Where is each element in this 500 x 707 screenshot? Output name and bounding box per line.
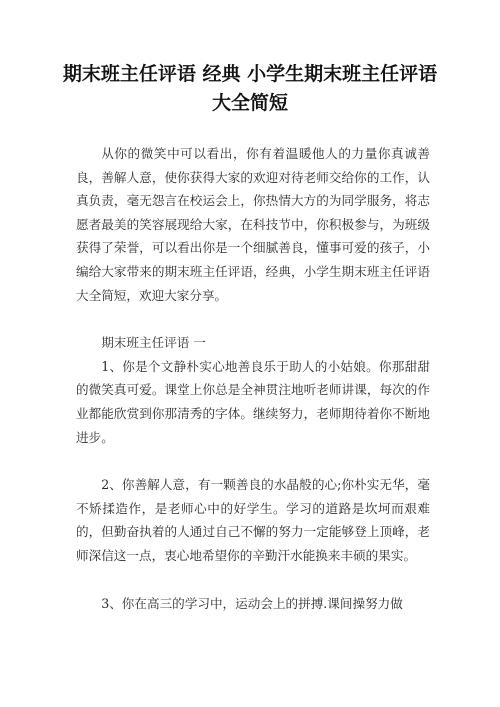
document-title: 期末班主任评语 经典 小学生期末班主任评语大全简短 xyxy=(62,63,438,114)
intro-paragraph: 从你的微笑中可以看出，你有着温暖他人的力量你真诚善良，善解人意，使你获得大家的欢迎对待老师交给你的工作，认真负责，毫无怨言在校运会上，你热情大方的为同学服务，将志愿者最美的笑容展现给大家，在科技节中，你积极参与，为班级获得了荣誉，可以看出你是一个细腻善良，懂事可爱的孩子，小编给大家带来的期末班主任评语，经典，小学生期末班主任评语大全简短，欢迎大家分享。 xyxy=(76,146,430,303)
document-body xyxy=(76,142,430,615)
comment-item-1: 1、你是个文静朴实心地善良乐于助人的小姑娘。你那甜甜的微笑真可爱。课堂上你总是全神贯注地听老师讲课，每次的作业都能欣赏到你那清秀的字体。继续努力，老师期待着你不断地进步。 xyxy=(76,358,430,445)
section-heading: 期末班主任评语 一 xyxy=(101,335,206,351)
comment-item-3: 3、你在高三的学习中，运动会上的拼搏.课间操努力做 xyxy=(101,595,403,611)
comment-item-2: 2、你善解人意，有一颗善良的水晶般的心;你朴实无华，毫不矫揉造作，是老师心中的好学生。学习的道路是坎坷而艰难的，但勤奋执着的人通过自己不懈的努力一定能够登上顶峰，老师深信这一点，衷心地希望你的辛勤汗水能换来丰硕的果实。 xyxy=(76,477,430,563)
